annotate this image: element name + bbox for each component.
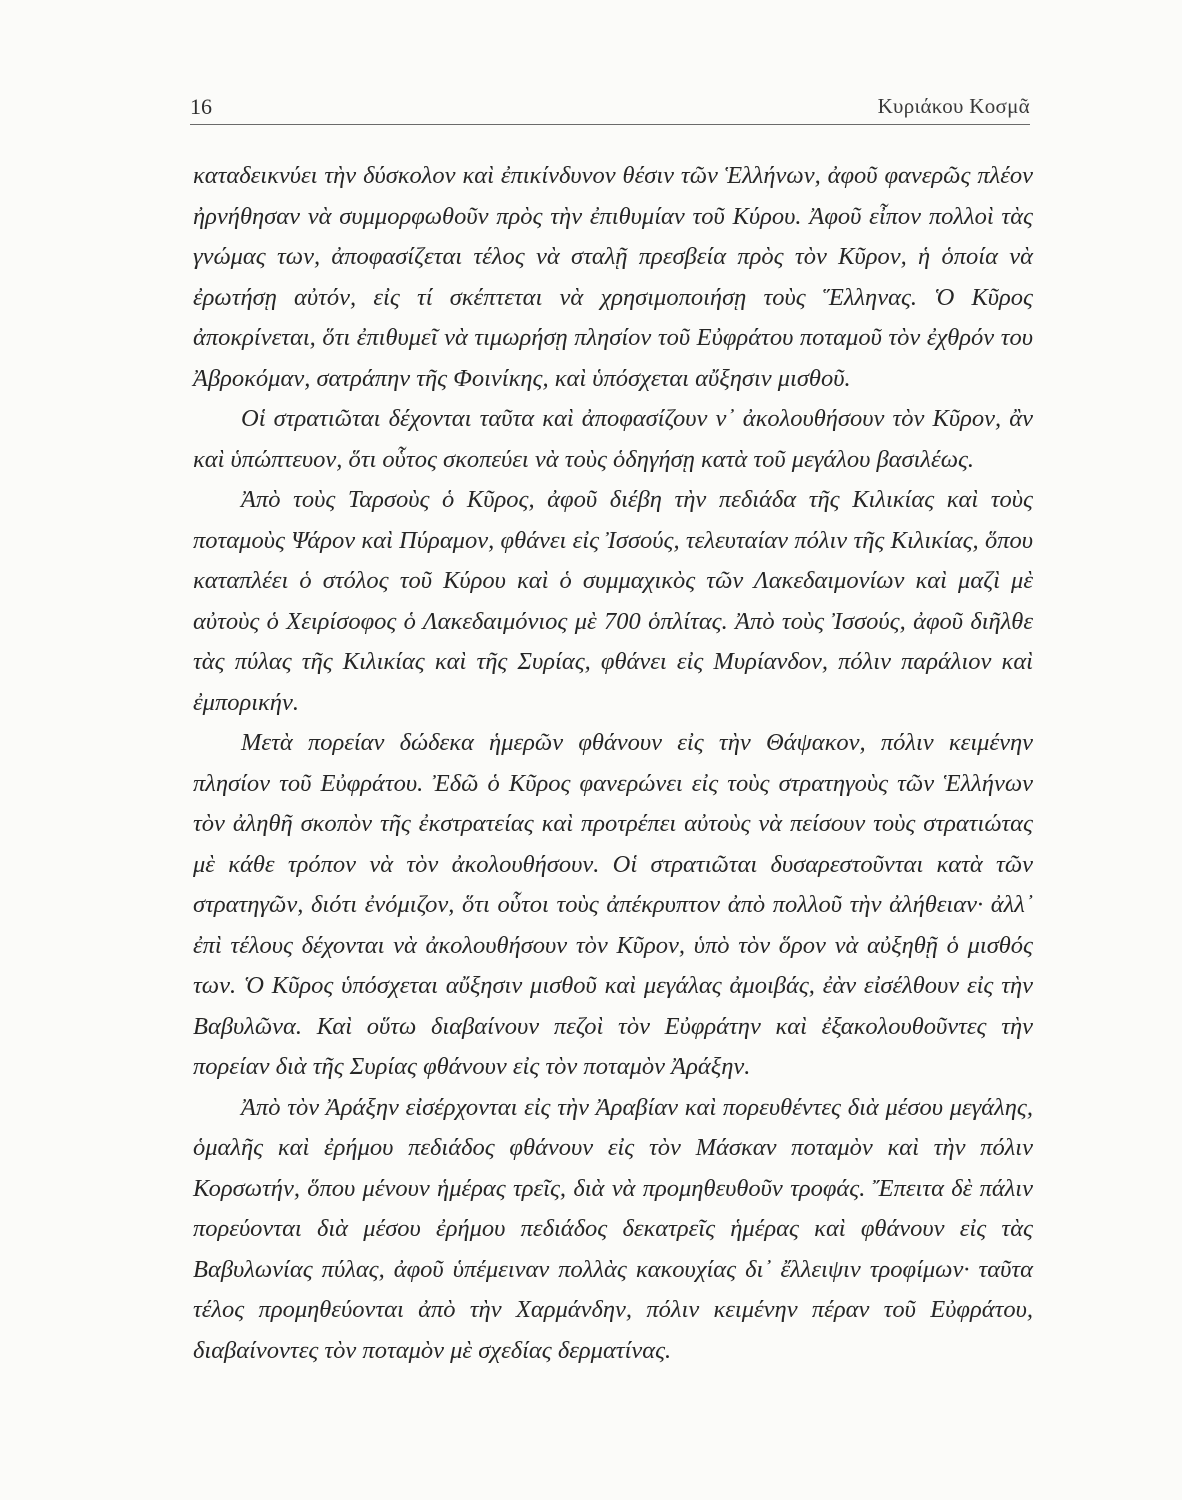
paragraph: Οἱ στρατιῶται δέχονται ταῦτα καὶ ἀποφασίζουν ν᾽ ἀκολουθήσουν τὸν Κῦρον, ἂν καὶ ὑπώπτευον, ὅτι οὗτος σκοπεύει νὰ τοὺς ὁδηγήσῃ κατὰ τοῦ μεγάλου βασιλέως.: [193, 405, 1033, 473]
paragraph: Ἀπὸ τὸν Ἀράξην εἰσέρχονται εἰς τὴν Ἀραβίαν καὶ πορευθέντες διὰ μέσου μεγάλης, ὁμαλῆς καὶ ἐρήμου πεδιάδος φθάνουν εἰς τὸν Μάσκαν ποταμὸν καὶ τὴν πόλιν Κορσωτήν, ὅπου μένουν ἡμέρας τρεῖς, διὰ νὰ προμηθευθοῦν τροφάς. Ἔπειτα δὲ πάλιν πορεύονται διὰ μέσου ἐρήμου πεδιάδος δεκατρεῖς ἡμέρας καὶ φθάνουν εἰς τὰς Βαβυλωνίας πύλας, ἀφοῦ ὑπέμειναν πολλὰς κακουχίας δι᾽ ἔλλειψιν τροφίμων· ταῦτα τέλος προμηθεύονται ἀπὸ τὴν Χαρμάνδην, πόλιν κειμένην πέραν τοῦ Εὐφράτου, διαβαίνοντες τὸν ποταμὸν μὲ σχεδίας δερματίνας.: [193, 1093, 1033, 1364]
paragraph: Ἀπὸ τοὺς Ταρσοὺς ὁ Κῦρος, ἀφοῦ διέβη τὴν πεδιάδα τῆς Κιλικίας καὶ τοὺς ποταμοὺς Ψάρον καὶ Πύραμον, φθάνει εἰς Ἰσσούς, τελευταίαν πόλιν τῆς Κιλικίας, ὅπου καταπλέει ὁ στόλος τοῦ Κύρου καὶ ὁ συμμαχικὸς τῶν Λακεδαιμονίων καὶ μαζὶ μὲ αὐτοὺς ὁ Χειρίσοφος ὁ Λακεδαιμόνιος μὲ 700 ὁπλίτας. Ἀπὸ τοὺς Ἰσσούς, ἀφοῦ διῆλθε τὰς πύλας τῆς Κιλικίας καὶ τῆς Συρίας, φθάνει εἰς Μυρίανδον, πόλιν παράλιον καὶ ἐμπορικήν.: [193, 486, 1033, 716]
header-rule: [190, 124, 1030, 125]
page-number: 16: [190, 94, 212, 119]
page-header: [190, 88, 1030, 124]
body-text: [193, 156, 1033, 1371]
paragraph: Μετὰ πορείαν δώδεκα ἡμερῶν φθάνουν εἰς τὴν Θάψακον, πόλιν κειμένην πλησίον τοῦ Εὐφράτου. Ἐδῶ ὁ Κῦρος φανερώνει εἰς τοὺς στρατηγοὺς τῶν Ἑλλήνων τὸν ἀληθῆ σκοπὸν τῆς ἐκστρατείας καὶ προτρέπει αὐτοὺς νὰ πείσουν τοὺς στρατιώτας μὲ κάθε τρόπον νὰ τὸν ἀκολουθήσουν. Οἱ στρατιῶται δυσαρεστοῦνται κατὰ τῶν στρατηγῶν, διότι ἐνόμιζον, ὅτι οὗτοι τοὺς ἀπέκρυπτον ἀπὸ πολλοῦ τὴν ἀλήθειαν· ἀλλ᾽ ἐπὶ τέλους δέχονται νὰ ἀκολουθήσουν τὸν Κῦρον, ὑπὸ τὸν ὅρον νὰ αὐξηθῇ ὁ μισθός των. Ὁ Κῦρος ὑπόσχεται αὔξησιν μισθοῦ καὶ μεγάλας ἀμοιβάς, ἐὰν εἰσέλθουν εἰς τὴν Βαβυλῶνα. Καὶ οὕτω διαβαίνουν πεζοὶ τὸν Εὐφράτην καὶ ἐξακολουθοῦντες τὴν πορείαν διὰ τῆς Συρίας φθάνουν εἰς τὸν ποταμὸν Ἀράξην.: [193, 729, 1033, 1080]
running-head: Κυριάκου Κοσμᾶ: [877, 94, 1030, 118]
paragraph: καταδεικνύει τὴν δύσκολον καὶ ἐπικίνδυνον θέσιν τῶν Ἑλλήνων, ἀφοῦ φανερῶς πλέον ἠρνήθησαν νὰ συμμορφωθοῦν πρὸς τὴν ἐπιθυμίαν τοῦ Κύρου. Ἀφοῦ εἶπον πολλοὶ τὰς γνώμας των, ἀποφασίζεται τέλος νὰ σταλῇ πρεσβεία πρὸς τὸν Κῦρον, ἡ ὁποία νὰ ἐρωτήσῃ αὐτόν, εἰς τί σκέπτεται νὰ χρησιμοποιήσῃ τοὺς Ἕλληνας. Ὁ Κῦρος ἀποκρίνεται, ὅτι ἐπιθυμεῖ νὰ τιμωρήσῃ πλησίον τοῦ Εὐφράτου ποταμοῦ τὸν ἐχθρόν του Ἀβροκόμαν, σατράπην τῆς Φοινίκης, καὶ ὑπόσχεται αὔξησιν μισθοῦ.: [193, 162, 1033, 392]
